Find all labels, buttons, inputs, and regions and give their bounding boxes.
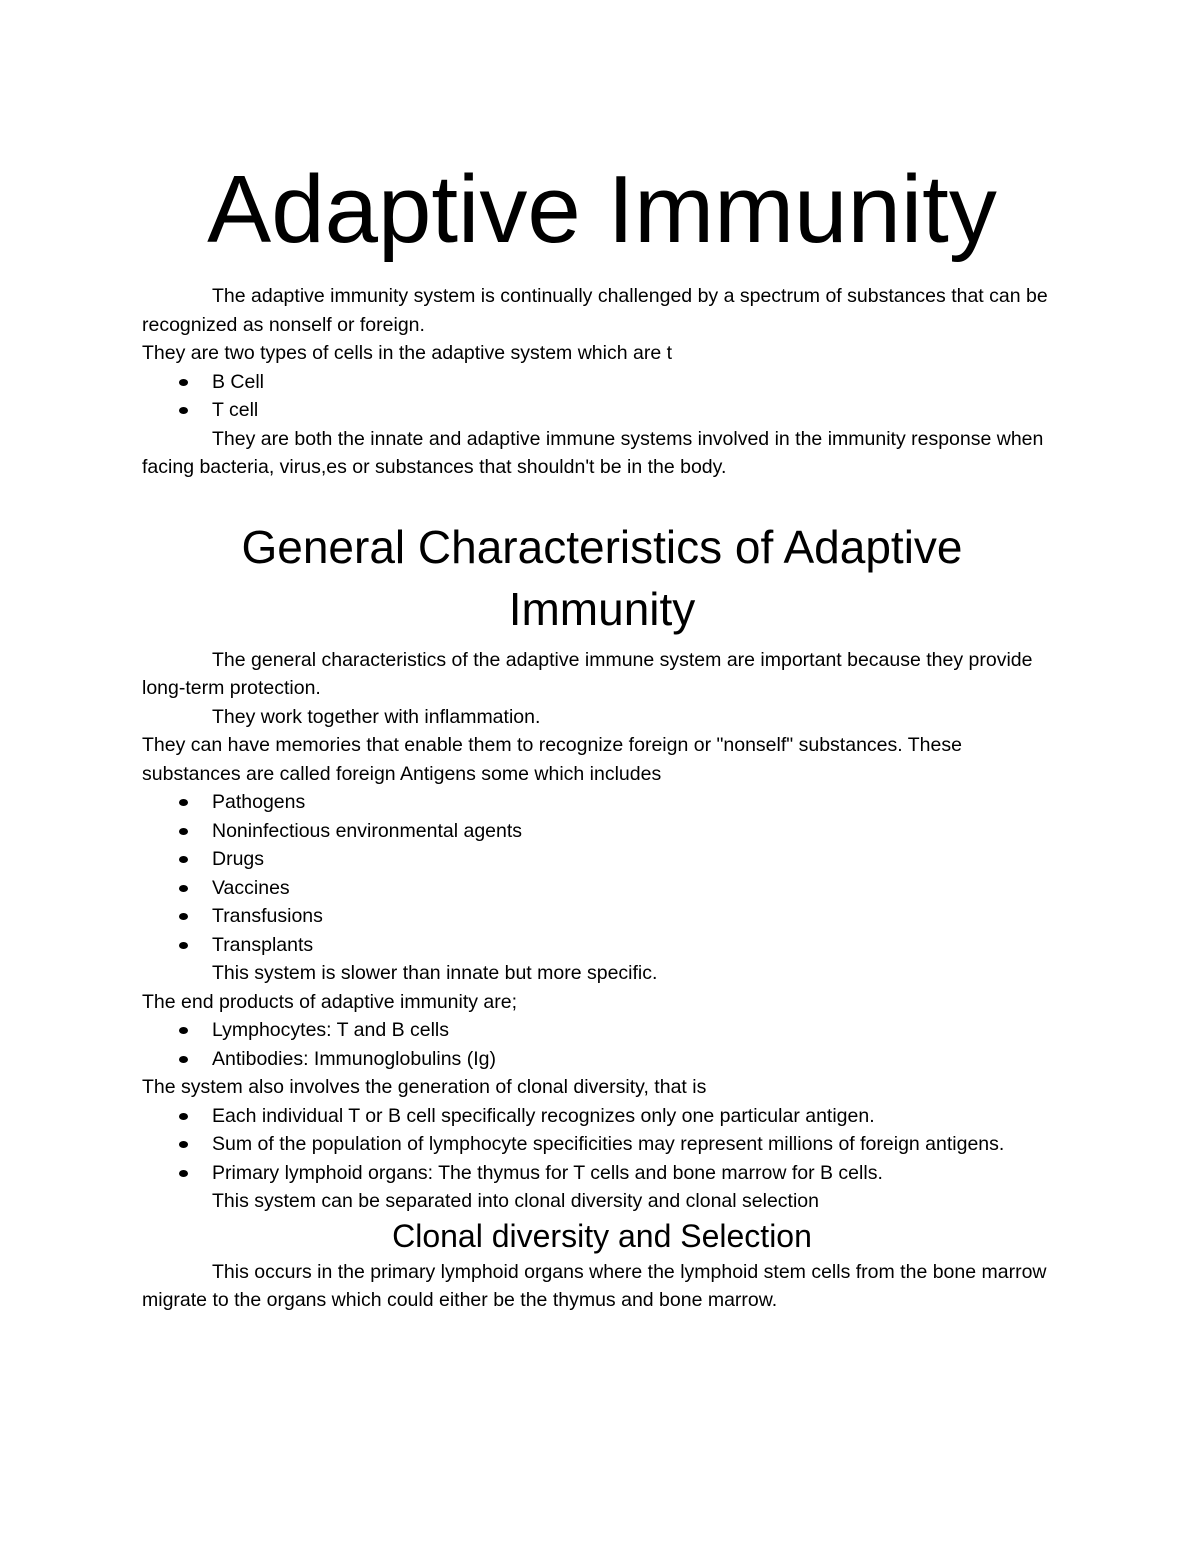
list-item: [142, 1159, 1062, 1188]
bullet-icon: [179, 856, 188, 863]
bullet-icon: [179, 1141, 188, 1148]
list-item: [142, 874, 1062, 903]
intro-paragraph-3: They are both the innate and adaptive immune systems involved in the immunity response when facing bacteria, virus,es or substances that shouldn't be in the body.: [142, 427, 1044, 478]
clonal-points-list: [142, 1102, 1062, 1188]
list-item-text: Sum of the population of lymphocyte specificities may represent millions of foreign antigens.: [212, 1133, 1005, 1155]
bullet-icon: [179, 407, 188, 414]
list-item: [142, 1102, 1062, 1131]
section-heading-clonal: Clonal diversity and Selection: [392, 1217, 812, 1254]
general-paragraph-5: The end products of adaptive immunity are;: [142, 990, 518, 1013]
section-heading-general: General Characteristics of Adaptive Immunity: [241, 520, 963, 635]
list-item: [142, 368, 1062, 397]
clonal-paragraph-1: This occurs in the primary lymphoid organs where the lymphoid stem cells from the bone marrow migrate to the organs which could either be the thymus and bone marrow.: [142, 1260, 1047, 1311]
list-item-text: Transfusions: [212, 905, 323, 927]
list-item-text: Lymphocytes: T and B cells: [212, 1019, 450, 1041]
list-item: [142, 845, 1062, 874]
document-title: Adaptive Immunity: [207, 156, 997, 263]
bullet-icon: [179, 1027, 188, 1034]
list-item-text: Drugs: [212, 848, 265, 870]
document-page: [142, 140, 1062, 1315]
intro-paragraph-1: The adaptive immunity system is continually challenged by a spectrum of substances that can be recognized as nonself or foreign.: [142, 285, 1048, 336]
general-paragraph-6: The system also involves the generation of clonal diversity, that is: [142, 1076, 707, 1098]
general-paragraph-7: This system can be separated into clonal diversity and clonal selection: [212, 1190, 819, 1212]
general-paragraph-4: This system is slower than innate but more specific.: [212, 962, 658, 984]
bullet-icon: [179, 1113, 188, 1120]
end-products-list: [142, 1016, 1062, 1073]
list-item: [142, 1130, 1062, 1159]
bullet-icon: [179, 828, 188, 835]
list-item: [142, 931, 1062, 960]
list-item: [142, 396, 1062, 425]
bullet-icon: [179, 942, 188, 949]
list-item: [142, 1016, 1062, 1045]
list-item-text: Vaccines: [212, 876, 290, 899]
list-item-text: Primary lymphoid organs: The thymus for T cells and bone marrow for B cells.: [212, 1161, 883, 1184]
list-item-text: B Cell: [212, 370, 265, 393]
bullet-icon: [179, 1170, 188, 1177]
list-item-text: Noninfectious environmental agents: [212, 819, 523, 842]
intro-paragraph-2: They are two types of cells in the adaptive system which are t: [142, 342, 672, 364]
list-item-text: Transplants: [212, 933, 314, 956]
bullet-icon: [179, 885, 188, 892]
list-item-text: Pathogens: [212, 791, 306, 813]
list-item-text: Antibodies: Immunoglobulins (Ig): [212, 1047, 496, 1070]
bullet-icon: [179, 913, 188, 920]
list-item: [142, 1045, 1062, 1074]
bullet-icon: [179, 1056, 188, 1063]
general-paragraph-2: They work together with inflammation.: [212, 705, 541, 728]
list-item-text: Each individual T or B cell specifically recognizes only one particular antigen.: [212, 1104, 875, 1127]
list-item: [142, 817, 1062, 846]
antigens-list: [142, 788, 1062, 959]
list-item-text: T cell: [212, 399, 259, 421]
cell-types-list: [142, 368, 1062, 425]
general-paragraph-3: They can have memories that enable them to recognize foreign or "nonself" substances. These substances are called foreign Antigens some which includes: [142, 734, 962, 785]
list-item: [142, 788, 1062, 817]
list-item: [142, 902, 1062, 931]
bullet-icon: [179, 799, 188, 806]
general-paragraph-1: The general characteristics of the adaptive immune system are important because they provide long-term protection.: [142, 648, 1033, 699]
bullet-icon: [179, 379, 188, 386]
